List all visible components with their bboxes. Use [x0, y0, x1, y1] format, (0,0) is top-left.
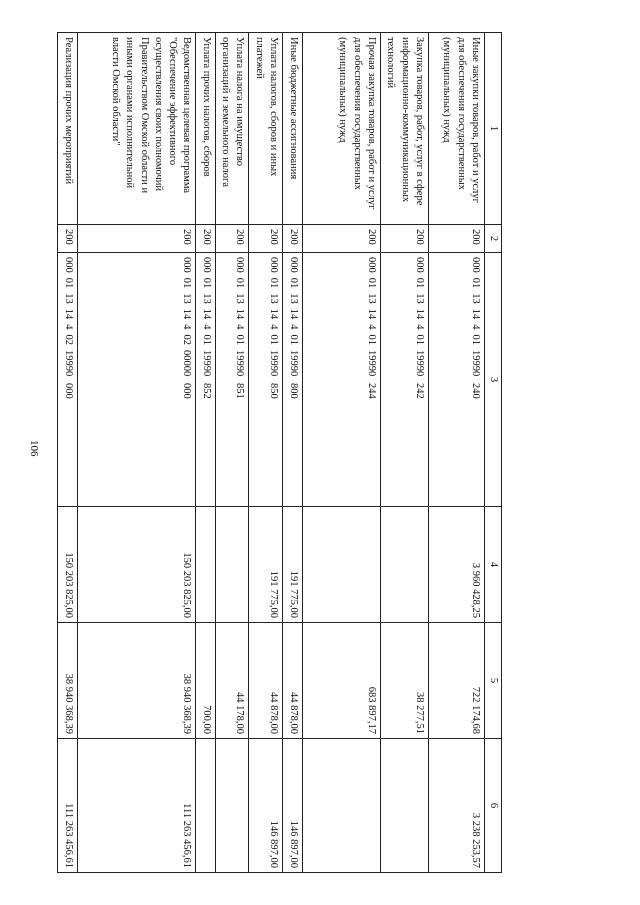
amount-col5: 38 277,51: [380, 623, 428, 739]
code-segment: 000: [267, 257, 279, 273]
code-segment: 4: [181, 324, 193, 330]
code-segment: 01: [267, 334, 279, 345]
admin-code: 200: [196, 225, 216, 253]
code-segment: 4: [287, 324, 299, 330]
code-segment: 14: [201, 308, 213, 320]
code-segments: [266, 257, 280, 502]
code-segment: 01: [234, 334, 246, 345]
row-name: Уплата налогов, сборов и иных платежей: [249, 33, 282, 225]
amount-col4: 3 960 428,25: [428, 507, 484, 623]
amount-col6: 146 897,00: [282, 739, 302, 873]
table-row: [428, 33, 484, 873]
table-row: [58, 33, 78, 873]
admin-code: 200: [282, 225, 302, 253]
code-segment: 01: [287, 277, 299, 289]
code-segment: 240: [469, 383, 481, 399]
row-name: Реализация прочих мероприятий: [58, 33, 78, 225]
classification-code: [380, 253, 428, 507]
amount-col6: [380, 739, 428, 873]
admin-code: 200: [428, 225, 484, 253]
code-segment: 850: [267, 383, 279, 399]
budget-table-body: [58, 33, 502, 873]
column-number-row: [484, 33, 501, 873]
table-row: [78, 33, 196, 873]
code-segments: [179, 257, 193, 502]
row-name: Закупка товаров, работ, услуг в сфере информационно-коммуникационных технологий: [380, 33, 428, 225]
classification-code: [282, 253, 302, 507]
code-segment: 14: [413, 308, 425, 320]
classification-code: [58, 253, 78, 507]
row-name: Уплата налога на имущество организаций и земельного налога: [216, 33, 249, 225]
amount-col6: [216, 739, 249, 873]
code-segment: 4: [413, 324, 425, 330]
code-segment: 13: [469, 293, 481, 304]
admin-code: 200: [216, 225, 249, 253]
table-row: [196, 33, 216, 873]
table-row: [380, 33, 428, 873]
code-segment: 000: [181, 257, 193, 273]
column-number: 1: [484, 33, 501, 225]
amount-col4: 150 203 825,00: [78, 507, 196, 623]
code-segment: 13: [201, 293, 213, 304]
code-segment: 4: [365, 324, 377, 330]
code-segment: 01: [413, 277, 425, 289]
code-segments: [468, 257, 482, 502]
amount-col5: 44 178,00: [216, 623, 249, 739]
table-row: [302, 33, 380, 873]
amount-col6: [302, 739, 380, 873]
code-segment: 19990: [365, 350, 377, 377]
classification-code: [249, 253, 282, 507]
row-name: Иные закупки товаров, работ и услуг для обеспечения государственных (муниципальных) нужд: [428, 33, 484, 225]
code-segment: 19990: [287, 350, 299, 377]
code-segments: [364, 257, 378, 502]
code-segments: [61, 257, 75, 502]
code-segment: 19990: [201, 350, 213, 377]
code-segment: 4: [469, 324, 481, 330]
code-segment: 800: [287, 383, 299, 399]
amount-col4: [302, 507, 380, 623]
amount-col4: 191 775,00: [249, 507, 282, 623]
amount-col5: 44 878,00: [282, 623, 302, 739]
classification-code: [428, 253, 484, 507]
row-name: Уплата прочих налогов, сборов: [196, 33, 216, 225]
table-row: [249, 33, 282, 873]
code-segments: [412, 257, 426, 502]
amount-col6: 3 238 253,57: [428, 739, 484, 873]
code-segment: 852: [201, 383, 213, 399]
code-segment: 01: [201, 277, 213, 289]
code-segment: 19990: [469, 350, 481, 377]
admin-code: 200: [58, 225, 78, 253]
amount-col6: 146 897,00: [249, 739, 282, 873]
code-segment: 242: [413, 383, 425, 399]
code-segment: 13: [63, 293, 75, 304]
page-number: 106: [28, 440, 40, 457]
code-segment: 851: [234, 383, 246, 399]
row-name: Прочая закупка товаров, работ и услуг для обеспечения государственных (муниципальных) нужд: [302, 33, 380, 225]
code-segment: 000: [181, 383, 193, 399]
code-segment: 19990: [63, 350, 75, 377]
code-segment: 4: [63, 324, 75, 330]
amount-col4: 191 775,00: [282, 507, 302, 623]
code-segment: 000: [365, 257, 377, 273]
code-segment: 000: [413, 257, 425, 273]
code-segment: 14: [234, 308, 246, 320]
code-segment: 13: [365, 293, 377, 304]
amount-col6: 111 263 456,61: [58, 739, 78, 873]
admin-code: 200: [78, 225, 196, 253]
code-segment: 14: [181, 308, 193, 320]
budget-table: [57, 32, 502, 873]
code-segment: 000: [63, 383, 75, 399]
amount-col5: 38 940 368,39: [58, 623, 78, 739]
code-segment: 4: [267, 324, 279, 330]
code-segment: 02: [181, 334, 193, 345]
code-segment: 00000: [181, 350, 193, 377]
code-segment: 14: [469, 308, 481, 320]
classification-code: [302, 253, 380, 507]
code-segment: 4: [201, 324, 213, 330]
code-segment: 01: [234, 277, 246, 289]
code-segment: 13: [181, 293, 193, 304]
amount-col6: 111 263 456,61: [78, 739, 196, 873]
code-segment: 000: [201, 257, 213, 273]
code-segment: 000: [287, 257, 299, 273]
amount-col6: [196, 739, 216, 873]
code-segment: 14: [365, 308, 377, 320]
amount-col5: 722 174,68: [428, 623, 484, 739]
admin-code: 200: [302, 225, 380, 253]
row-name: Иные бюджетные ассигнования: [282, 33, 302, 225]
code-segment: 14: [63, 308, 75, 320]
code-segment: 244: [365, 383, 377, 399]
amount-col5: 38 940 368,39: [78, 623, 196, 739]
amount-col4: 150 203 825,00: [58, 507, 78, 623]
code-segment: 14: [267, 308, 279, 320]
amount-col5: 683 897,17: [302, 623, 380, 739]
column-number: 2: [484, 225, 501, 253]
code-segment: 01: [469, 334, 481, 345]
column-number: 4: [484, 507, 501, 623]
amount-col4: [216, 507, 249, 623]
admin-code: 200: [380, 225, 428, 253]
rotated-page-content: [63, 32, 502, 872]
code-segment: 01: [365, 277, 377, 289]
table-row: [216, 33, 249, 873]
code-segment: 01: [201, 334, 213, 345]
code-segment: 01: [413, 334, 425, 345]
code-segment: 19990: [234, 350, 246, 377]
column-number: 5: [484, 623, 501, 739]
row-name: Ведомственная целевая программа "Обеспечение эффективного осуществления своих полномочий Правительством Омской области и иными органами исполнительной власти Омской области": [78, 33, 196, 225]
column-number: 3: [484, 253, 501, 507]
code-segment: 01: [469, 277, 481, 289]
classification-code: [78, 253, 196, 507]
code-segments: [199, 257, 213, 502]
code-segment: 01: [287, 334, 299, 345]
code-segment: 19990: [413, 350, 425, 377]
code-segments: [232, 257, 246, 502]
column-number: 6: [484, 739, 501, 873]
admin-code: 200: [249, 225, 282, 253]
code-segment: 01: [365, 334, 377, 345]
amount-col5: 44 878,00: [249, 623, 282, 739]
code-segment: 000: [234, 257, 246, 273]
code-segment: 13: [267, 293, 279, 304]
amount-col4: [196, 507, 216, 623]
amount-col4: [380, 507, 428, 623]
table-row: [282, 33, 302, 873]
code-segments: [286, 257, 300, 502]
classification-code: [216, 253, 249, 507]
code-segment: 13: [287, 293, 299, 304]
classification-code: [196, 253, 216, 507]
code-segment: 14: [287, 308, 299, 320]
amount-col5: 700,00: [196, 623, 216, 739]
code-segment: 000: [63, 257, 75, 273]
code-segment: 01: [63, 277, 75, 289]
code-segment: 01: [267, 277, 279, 289]
code-segment: 19990: [267, 350, 279, 377]
code-segment: 02: [63, 334, 75, 345]
code-segment: 13: [413, 293, 425, 304]
code-segment: 4: [234, 324, 246, 330]
code-segment: 13: [234, 293, 246, 304]
code-segment: 01: [181, 277, 193, 289]
code-segment: 000: [469, 257, 481, 273]
